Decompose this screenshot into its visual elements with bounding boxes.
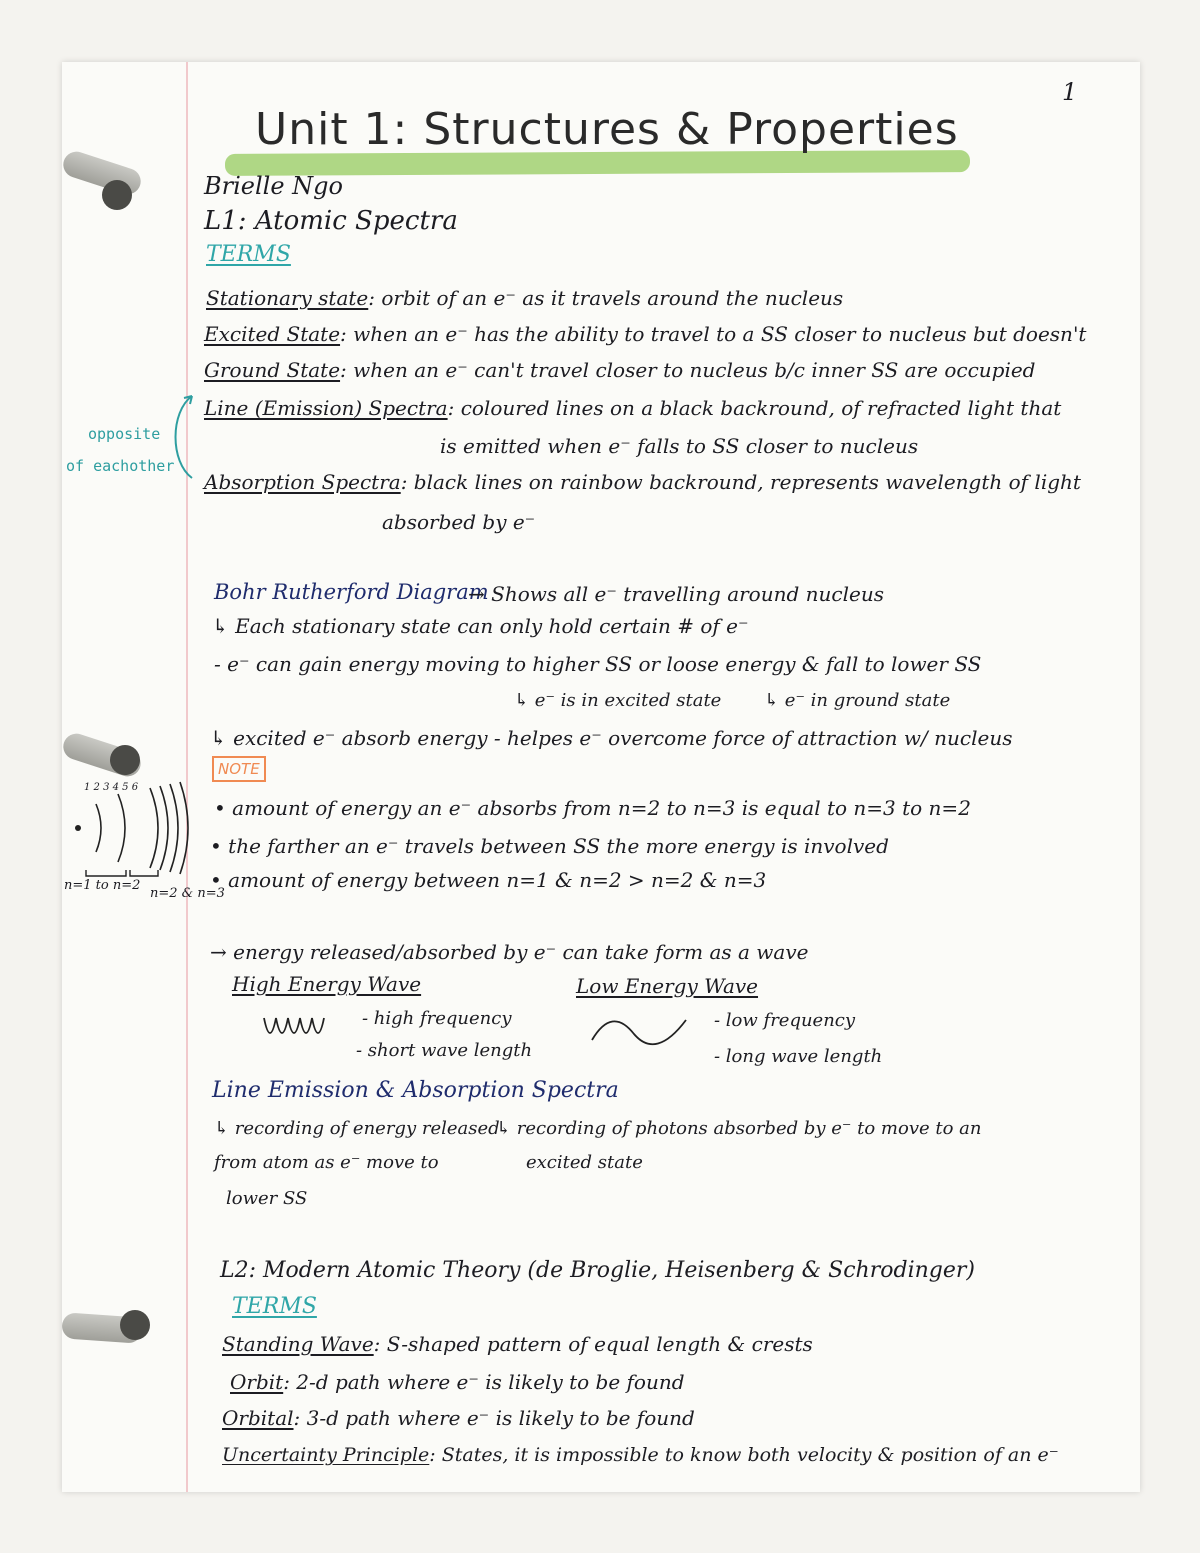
high-frequency-wave-icon [262, 1008, 342, 1048]
term-definition: : S-shaped pattern of equal length & crests [373, 1332, 813, 1356]
bohr-line: ↳ e⁻ in ground state [764, 690, 951, 711]
term-name: Uncertainty Principle [222, 1444, 430, 1466]
lesson2-terms-label: TERMS [232, 1294, 317, 1319]
term-definition: : coloured lines on a black backround, of refracted light that [447, 396, 1062, 420]
wave-line: → energy released/absorbed by e⁻ can take form as a wave [210, 940, 809, 964]
emission-description: lower SS [226, 1188, 308, 1209]
note-label: NOTE [212, 756, 266, 782]
term-definition: : when an e⁻ can't travel closer to nucleus b/c inner SS are occupied [340, 358, 1036, 382]
bracket-icon [170, 392, 200, 482]
term-line-emission-spectra [204, 396, 1061, 420]
bohr-line: - e⁻ can gain energy moving to higher SS or loose energy & fall to lower SS [214, 652, 982, 676]
lesson2-heading: L2: Modern Atomic Theory (de Broglie, Heisenberg & Schrodinger) [220, 1258, 975, 1283]
diagram-label: n=2 & n=3 [150, 886, 225, 901]
term-orbit [230, 1370, 685, 1394]
bohr-line: ↳ excited e⁻ absorb energy - helpes e⁻ overcome force of attraction w/ nucleus [210, 726, 1013, 750]
orbit-diagram [66, 780, 206, 890]
term-definition-continued: absorbed by e⁻ [382, 510, 536, 534]
low-frequency-wave-icon [590, 1010, 700, 1050]
diagram-label: n=1 to n=2 [64, 878, 141, 893]
term-definition: : orbit of an e⁻ as it travels around the nucleus [368, 286, 844, 310]
low-frequency-prop: - long wave length [714, 1046, 883, 1067]
term-definition: : 3-d path where e⁻ is likely to be found [293, 1406, 695, 1430]
orbit-numbers: 1 2 3 4 5 6 [84, 782, 139, 793]
spectra-heading: Line Emission & Absorption Spectra [212, 1078, 619, 1103]
bohr-line: ↳ e⁻ is in excited state [514, 690, 722, 711]
term-name: Absorption Spectra [204, 470, 401, 494]
term-excited-state [204, 322, 1086, 346]
absorption-description: excited state [526, 1152, 643, 1173]
term-definition: : black lines on rainbow backround, represents wavelength of light [400, 470, 1081, 494]
term-definition: : when an e⁻ has the ability to travel to a SS closer to nucleus but doesn't [340, 322, 1087, 346]
emission-description: from atom as e⁻ move to [214, 1152, 439, 1173]
term-definition: : 2-d path where e⁻ is likely to be found [283, 1370, 685, 1394]
high-frequency-prop: - short wave length [356, 1040, 533, 1061]
term-name: Stationary state [206, 286, 369, 310]
term-absorption-spectra [204, 470, 1081, 494]
term-definition: : States, it is impossible to know both velocity & position of an e⁻ [429, 1444, 1059, 1466]
low-energy-heading: Low Energy Wave [576, 974, 759, 998]
page-title: Unit 1: Structures & Properties [255, 104, 959, 155]
margin-line [186, 62, 188, 1492]
term-orbital [222, 1406, 695, 1430]
note-item: • amount of energy an e⁻ absorbs from n=2 to n=3 is equal to n=3 to n=2 [214, 796, 971, 820]
lesson1-terms-label: TERMS [206, 242, 291, 267]
term-name: Ground State [204, 358, 341, 382]
absorption-description: ↳ recording of photons absorbed by e⁻ to move to an [496, 1118, 982, 1139]
lesson1-heading: L1: Atomic Spectra [204, 206, 458, 236]
margin-note: of eachother [66, 457, 175, 475]
margin-note: opposite [88, 425, 161, 443]
low-frequency-prop: - low frequency [714, 1010, 856, 1031]
page-number: 1 [1062, 78, 1078, 106]
binder-hole [110, 745, 140, 775]
term-standing-wave [222, 1332, 813, 1356]
bohr-line: ↳ Each stationary state can only hold certain # of e⁻ [212, 614, 749, 638]
term-definition-continued: is emitted when e⁻ falls to SS closer to nucleus [440, 434, 919, 458]
term-ground-state [204, 358, 1036, 382]
note-item: • the farther an e⁻ travels between SS the more energy is involved [210, 834, 889, 858]
term-name: Orbital [222, 1406, 294, 1430]
binder-hole [102, 180, 132, 210]
bohr-line: → Shows all e⁻ travelling around nucleus [468, 582, 884, 606]
high-frequency-prop: - high frequency [362, 1008, 512, 1029]
high-energy-heading: High Energy Wave [232, 972, 422, 996]
author-name: Brielle Ngo [204, 172, 343, 200]
term-uncertainty-principle [222, 1444, 1059, 1466]
term-name: Orbit [230, 1370, 284, 1394]
emission-description: ↳ recording of energy released [214, 1118, 500, 1139]
term-name: Standing Wave [222, 1332, 374, 1356]
note-item: • amount of energy between n=1 & n=2 > n=2 & n=3 [210, 868, 767, 892]
term-name: Excited State [204, 322, 341, 346]
term-name: Line (Emission) Spectra [204, 396, 448, 420]
binder-hole [120, 1310, 150, 1340]
bohr-heading: Bohr Rutherford Diagram [214, 580, 489, 604]
term-stationary-state [206, 286, 843, 310]
